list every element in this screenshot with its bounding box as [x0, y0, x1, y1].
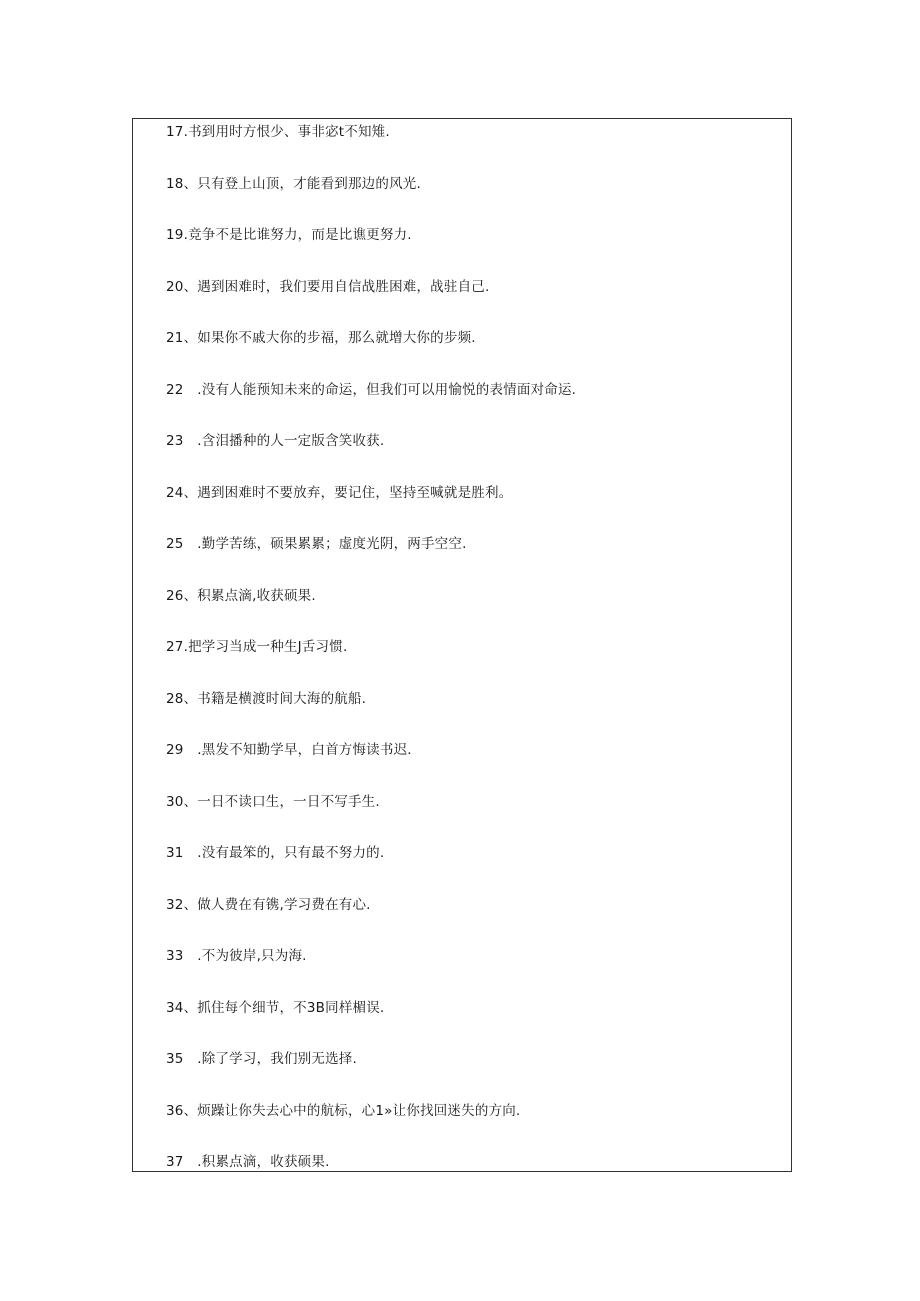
list-item: 37 .积累点滴，收获硕果.	[166, 1154, 330, 1170]
list-item: 18、只有登上山顶，才能看到那边的风光.	[166, 175, 421, 192]
list-item: 28、书籍是横渡时间大海的航船.	[166, 690, 367, 707]
list-item: 20、遇到困难时，我们要用自信战胜困难，战驻自己.	[166, 278, 490, 295]
list-item: 26、积累点滴,收获硕果.	[166, 587, 316, 604]
list-item: 24、遇到困难时不要放弃，要记住，坚持至喊就是胜利。	[166, 484, 513, 501]
list-item: 31 .没有最笨的，只有最不努力的.	[166, 845, 385, 861]
list-item: 17.书到用时方恨少、事非宓t不知雉.	[166, 124, 390, 140]
list-item: 36、烦躁让你失去心中的航标，心1»让你找回迷失的方向.	[166, 1102, 521, 1119]
list-item: 22 .没有人能预知未来的命运，但我们可以用愉悦的表情面对命运.	[166, 381, 577, 398]
quote-list	[166, 121, 786, 1203]
list-item: 32、做人费在有镌,学习费在有心.	[166, 896, 371, 913]
list-item: 30、一日不读口生，一日不写手生.	[166, 793, 380, 810]
list-item: 23 .含泪播种的人一定版含笑收获.	[166, 433, 385, 449]
list-item: 19.竞争不是比谁努力，而是比谯更努力.	[166, 227, 412, 243]
list-item: 27.把学习当成一种生J舌习惯.	[166, 639, 348, 655]
list-item: 21、如果你不戚大你的步福，那么就增大你的步频.	[166, 330, 476, 346]
list-item: 29 .黑发不知勤学早，白首方悔读书迟.	[166, 742, 412, 758]
list-item: 25 .勤学苦练，硕果累累；虚度光阴，两手空空.	[166, 536, 467, 552]
list-item: 33 .不为彼岸,只为海.	[166, 948, 307, 964]
list-item: 34、抓住每个细节，不3B同样楣误.	[166, 999, 385, 1016]
list-item: 35 .除了学习，我们别无选择.	[166, 1051, 357, 1067]
